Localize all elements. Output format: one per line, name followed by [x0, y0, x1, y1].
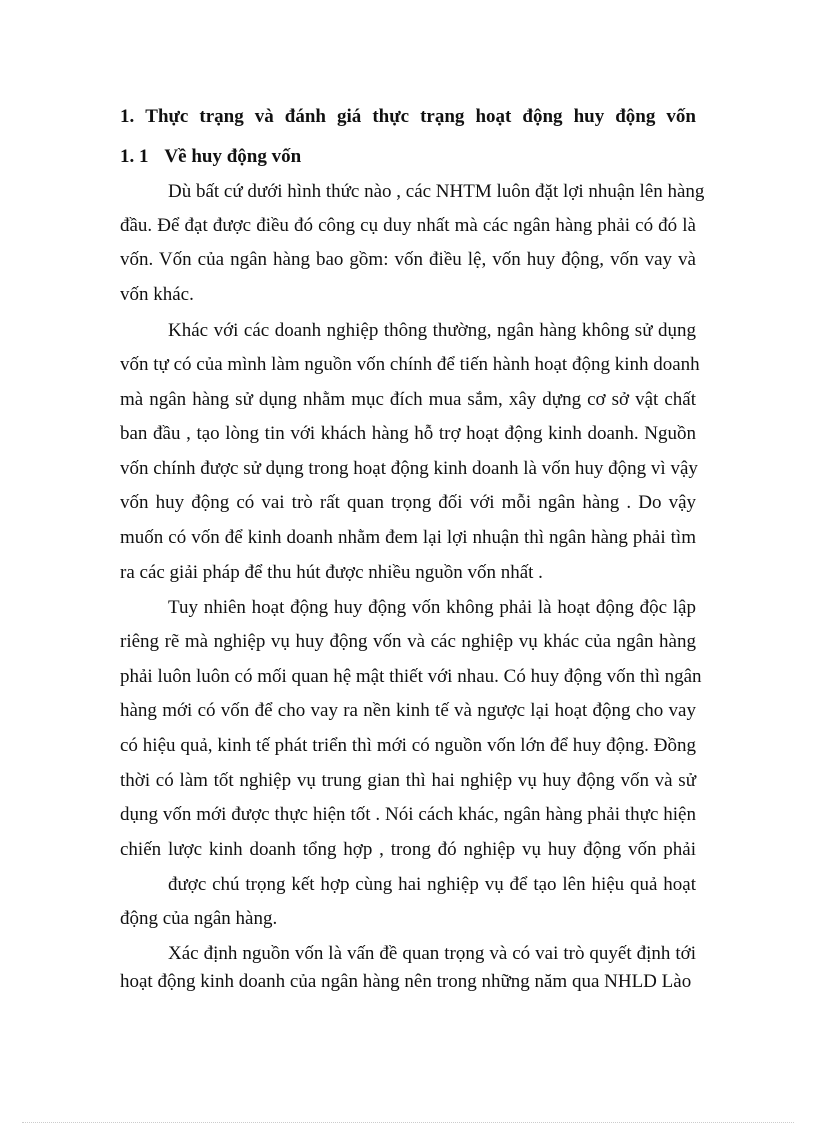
text-line: vốn. Vốn của ngân hàng bao gồm: vốn điều lệ, vốn huy động, vốn vay và: [120, 249, 696, 270]
heading-word: thực: [372, 106, 410, 127]
subsection-title: Về huy động vốn: [164, 146, 302, 167]
text-line: riêng rẽ mà nghiệp vụ huy động vốn và các nghiệp vụ khác của ngân hàng: [120, 631, 696, 652]
text-line: muốn có vốn để kinh doanh nhằm đem lại lợi nhuận thì ngân hàng phải tìm: [120, 527, 696, 548]
subsection-number: 1. 1: [120, 146, 149, 167]
heading-word: giá: [337, 106, 362, 127]
text-line: hoạt động kinh doanh của ngân hàng nên trong những năm qua NHLD Lào: [120, 971, 692, 992]
text-line: Dù bất cứ dưới hình thức nào , các NHTM luôn đặt lợi nhuận lên hàng: [168, 181, 705, 202]
text-line: dụng vốn mới được thực hiện tốt . Nói cách khác, ngân hàng phải thực hiện: [120, 804, 696, 825]
text-line: ra các giải pháp để thu hút được nhiều nguồn vốn nhất .: [120, 562, 543, 583]
heading-word: đánh: [284, 106, 326, 127]
heading-word: trạng: [199, 106, 244, 127]
heading-word: Thực: [145, 106, 189, 127]
text-line: ban đầu , tạo lòng tin với khách hàng hỗ trợ hoạt động kinh doanh. Nguồn: [120, 423, 696, 444]
heading-word: hoạt: [475, 106, 512, 127]
text-line: Tuy nhiên hoạt động huy động vốn không phải là hoạt động độc lập: [168, 597, 696, 618]
text-line: vốn tự có của mình làm nguồn vốn chính để tiến hành hoạt động kinh doanh: [120, 354, 700, 375]
heading-word: huy: [573, 106, 605, 127]
heading-word: động: [615, 106, 656, 127]
text-line: thời có làm tốt nghiệp vụ trung gian thì hai nghiệp vụ huy động vốn và sử: [120, 770, 696, 791]
heading-word: 1.: [120, 106, 135, 127]
heading-word: vốn: [666, 106, 696, 127]
text-line: được chú trọng kết hợp cùng hai nghiệp vụ để tạo lên hiệu quả hoạt: [168, 874, 696, 895]
text-line: chiến lược kinh doanh tổng hợp , trong đó nghiệp vụ huy động vốn phải: [120, 839, 696, 860]
section-heading: [120, 106, 696, 128]
text-line: Khác với các doanh nghiệp thông thường, ngân hàng không sử dụng: [168, 320, 696, 341]
text-line: vốn khác.: [120, 284, 194, 305]
text-line: động của ngân hàng.: [120, 908, 278, 929]
text-line: có hiệu quả, kinh tế phát triển thì mới có nguồn vốn lớn để huy động. Đồng: [120, 735, 696, 756]
heading-word: trạng: [420, 106, 465, 127]
heading-word: động: [522, 106, 563, 127]
heading-word: và: [254, 106, 274, 127]
text-line: mà ngân hàng sử dụng nhằm mục đích mua sắm, xây dựng cơ sở vật chất: [120, 389, 696, 410]
text-line: vốn chính được sử dụng trong hoạt động kinh doanh là vốn huy động vì vậy: [120, 458, 698, 479]
text-line: hàng mới có vốn để cho vay ra nền kinh tế và ngược lại hoạt động cho vay: [120, 700, 696, 721]
text-line: phải luôn luôn có mối quan hệ mật thiết với nhau. Có huy động vốn thì ngân: [120, 666, 702, 687]
text-line: vốn huy động có vai trò rất quan trọng đối với mỗi ngân hàng . Do vậy: [120, 492, 696, 513]
text-line: đầu. Để đạt được điều đó công cụ duy nhất mà các ngân hàng phải có đó là: [120, 215, 696, 236]
text-line: Xác định nguồn vốn là vấn đề quan trọng và có vai trò quyết định tới: [168, 943, 696, 964]
subsection-heading: [120, 146, 696, 168]
